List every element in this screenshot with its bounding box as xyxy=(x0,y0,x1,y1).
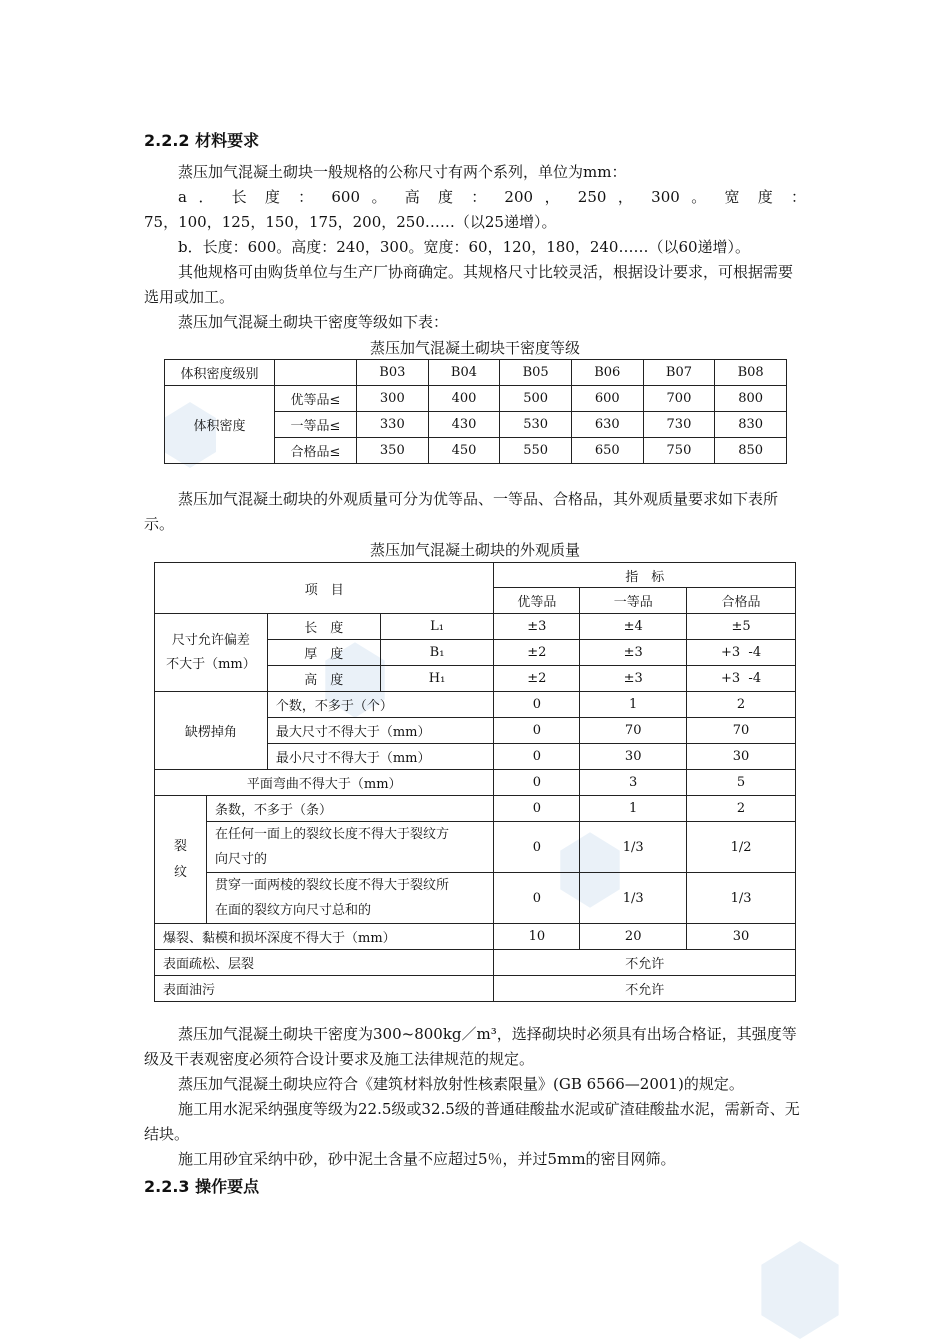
value-cell: +3 -4 xyxy=(687,666,796,692)
dimension-name: 厚 度 xyxy=(267,640,380,666)
paragraph-spec-intro: 蒸压加气混凝土砌块一般规格的公称尺寸有两个系列，单位为mm： xyxy=(178,163,627,181)
table-row xyxy=(155,822,796,873)
paragraph-radioactivity: 蒸压加气混凝土砌块应符合《建筑材料放射性核素限量》(GB 6566—2001)的规定。 xyxy=(178,1075,744,1093)
row-item-name xyxy=(206,873,494,924)
paragraph-appearance-intro: 蒸压加气混凝土砌块的外观质量可分为优等品、一等品、合格品，其外观质量要求如下表所示。 xyxy=(144,490,779,533)
dimension-tolerance-label xyxy=(155,614,268,692)
label-line: 尺寸允许偏差 xyxy=(171,632,250,648)
density-value: 750 xyxy=(643,438,715,464)
density-group-label: 体积密度 xyxy=(165,386,275,464)
quality-label: 一等品≤ xyxy=(275,412,357,438)
label-line: 在面的裂纹方向尺寸总和的 xyxy=(214,903,371,918)
density-value: 330 xyxy=(357,412,429,438)
value-cell: +3 -4 xyxy=(687,640,796,666)
section-heading-2-2-2: 2.2.2 材料要求 xyxy=(144,131,260,150)
value-cell: 1 xyxy=(580,692,687,718)
density-value: 300 xyxy=(357,386,429,412)
grade-col-header: 合格品 xyxy=(687,588,796,614)
density-value: 730 xyxy=(643,412,715,438)
dimension-symbol: H₁ xyxy=(380,666,494,692)
grade-header: B08 xyxy=(715,360,787,386)
density-value: 400 xyxy=(428,386,500,412)
value-cell: 0 xyxy=(494,692,580,718)
value-cell: 70 xyxy=(580,718,687,744)
dimension-symbol: L₁ xyxy=(380,614,494,640)
value-cell: 2 xyxy=(687,692,796,718)
density-value: 830 xyxy=(715,412,787,438)
crack-label xyxy=(155,796,207,924)
density-value: 650 xyxy=(571,438,643,464)
value-cell: ±3 xyxy=(494,614,580,640)
value-cell: 1 xyxy=(580,796,687,822)
label-line: 向尺寸的 xyxy=(214,852,267,867)
value-cell: ±3 xyxy=(580,640,687,666)
row-item-name xyxy=(206,822,494,873)
grade-col-header: 优等品 xyxy=(494,588,580,614)
value-cell: 1/2 xyxy=(687,822,796,873)
row-item-name: 爆裂、黏模和损坏深度不得大于（mm） xyxy=(155,924,494,950)
density-value: 550 xyxy=(500,438,572,464)
label-line: 不大于（mm） xyxy=(166,656,256,672)
table-row xyxy=(155,873,796,924)
table-row xyxy=(165,360,787,386)
label-line: 裂 xyxy=(173,838,187,854)
empty-cell xyxy=(275,360,357,386)
paragraph-series-b: b．长度：600。高度：240，300。宽度：60，120，180，240……（以60递增）。 xyxy=(178,238,751,256)
value-cell: 0 xyxy=(494,796,580,822)
value-cell: 不允许 xyxy=(494,950,796,976)
dimension-name: 高 度 xyxy=(267,666,380,692)
corner-defect-label: 缺楞掉角 xyxy=(155,692,268,770)
table1-caption: 蒸压加气混凝土砌块干密度等级 xyxy=(369,339,580,357)
label-line: 纹 xyxy=(173,864,187,880)
density-value: 700 xyxy=(643,386,715,412)
grade-header: B07 xyxy=(643,360,715,386)
density-value: 800 xyxy=(715,386,787,412)
value-cell: 0 xyxy=(494,873,580,924)
value-cell: 30 xyxy=(687,744,796,770)
density-value: 430 xyxy=(428,412,500,438)
value-cell: 3 xyxy=(580,770,687,796)
paragraph-series-a-line1: a ． 长 度 ： 600 。 高 度 ： 200 ， 250 ， 300 。 宽 度 ： xyxy=(178,188,806,206)
value-cell: 1/3 xyxy=(580,873,687,924)
table-row xyxy=(155,924,796,950)
density-value: 450 xyxy=(428,438,500,464)
table-row xyxy=(165,386,787,412)
snowflake-watermark-icon xyxy=(752,1238,848,1342)
table-row xyxy=(155,563,796,588)
grade-header: B05 xyxy=(500,360,572,386)
value-cell: 0 xyxy=(494,770,580,796)
grade-header: B03 xyxy=(357,360,429,386)
value-cell: 20 xyxy=(580,924,687,950)
table-row xyxy=(155,614,796,640)
value-cell: 0 xyxy=(494,718,580,744)
value-cell: ±5 xyxy=(687,614,796,640)
density-value: 530 xyxy=(500,412,572,438)
item-header: 项 目 xyxy=(155,563,494,614)
grade-header: B06 xyxy=(571,360,643,386)
paragraph-other-specs: 其他规格可由购货单位与生产厂协商确定。其规格尺寸比较灵活，根据设计要求，可根据需要选用或加工。 xyxy=(144,263,794,306)
paragraph-density-requirement: 蒸压加气混凝土砌块干密度为300~800kg／m³，选择砌块时必须具有出场合格证，其强度等级及干表观密度必须符合设计要求及施工法律规范的规定。 xyxy=(144,1025,797,1068)
row-item-name: 表面油污 xyxy=(155,976,494,1002)
density-value: 500 xyxy=(500,386,572,412)
row-item-name: 表面疏松、层裂 xyxy=(155,950,494,976)
dimension-name: 长 度 xyxy=(267,614,380,640)
row-item-name: 最小尺寸不得大于（mm） xyxy=(267,744,494,770)
table-row xyxy=(155,950,796,976)
value-cell: 2 xyxy=(687,796,796,822)
value-cell: 30 xyxy=(687,924,796,950)
quality-label: 优等品≤ xyxy=(275,386,357,412)
quality-label: 合格品≤ xyxy=(275,438,357,464)
density-value: 600 xyxy=(571,386,643,412)
value-cell: 0 xyxy=(494,744,580,770)
grade-col-header: 一等品 xyxy=(580,588,687,614)
value-cell: 1/3 xyxy=(580,822,687,873)
density-header-label: 体积密度级别 xyxy=(165,360,275,386)
section-heading-2-2-3: 2.2.3 操作要点 xyxy=(144,1177,260,1196)
paragraph-sand: 施工用砂宜采纳中砂，砂中泥土含量不应超过5％，并过5mm的密目网筛。 xyxy=(178,1150,676,1168)
row-item-name: 条数，不多于（条） xyxy=(206,796,494,822)
table-row xyxy=(155,976,796,1002)
label-line: 在任何一面上的裂纹长度不得大于裂纹方 xyxy=(214,827,449,842)
paragraph-density-intro: 蒸压加气混凝土砌块干密度等级如下表： xyxy=(178,313,449,331)
density-value: 350 xyxy=(357,438,429,464)
paragraph-series-a-line2: 75，100，125，150，175，200，250……（以25递增）。 xyxy=(144,213,557,231)
row-item-name: 平面弯曲不得大于（mm） xyxy=(155,770,494,796)
value-cell: ±2 xyxy=(494,666,580,692)
label-line: 贯穿一面两棱的裂纹长度不得大于裂纹所 xyxy=(214,878,449,893)
value-cell: 0 xyxy=(494,822,580,873)
index-header: 指 标 xyxy=(494,563,796,588)
table2-caption: 蒸压加气混凝土砌块的外观质量 xyxy=(369,541,580,559)
value-cell: ±2 xyxy=(494,640,580,666)
table-row xyxy=(155,770,796,796)
value-cell: 10 xyxy=(494,924,580,950)
table-row xyxy=(155,692,796,718)
row-item-name: 个数，不多于（个） xyxy=(267,692,494,718)
dimension-symbol: B₁ xyxy=(380,640,494,666)
density-grade-table xyxy=(164,359,787,464)
value-cell: 70 xyxy=(687,718,796,744)
row-item-name: 最大尺寸不得大于（mm） xyxy=(267,718,494,744)
appearance-quality-table xyxy=(154,562,796,1002)
table-row xyxy=(155,796,796,822)
value-cell: 5 xyxy=(687,770,796,796)
grade-header: B04 xyxy=(428,360,500,386)
value-cell: 不允许 xyxy=(494,976,796,1002)
value-cell: ±4 xyxy=(580,614,687,640)
value-cell: 30 xyxy=(580,744,687,770)
paragraph-cement: 施工用水泥采纳强度等级为22.5级或32.5级的普通硅酸盐水泥或矿渣硅酸盐水泥，需新奇、无结块。 xyxy=(144,1100,800,1143)
value-cell: 1/3 xyxy=(687,873,796,924)
density-value: 630 xyxy=(571,412,643,438)
density-value: 850 xyxy=(715,438,787,464)
value-cell: ±3 xyxy=(580,666,687,692)
